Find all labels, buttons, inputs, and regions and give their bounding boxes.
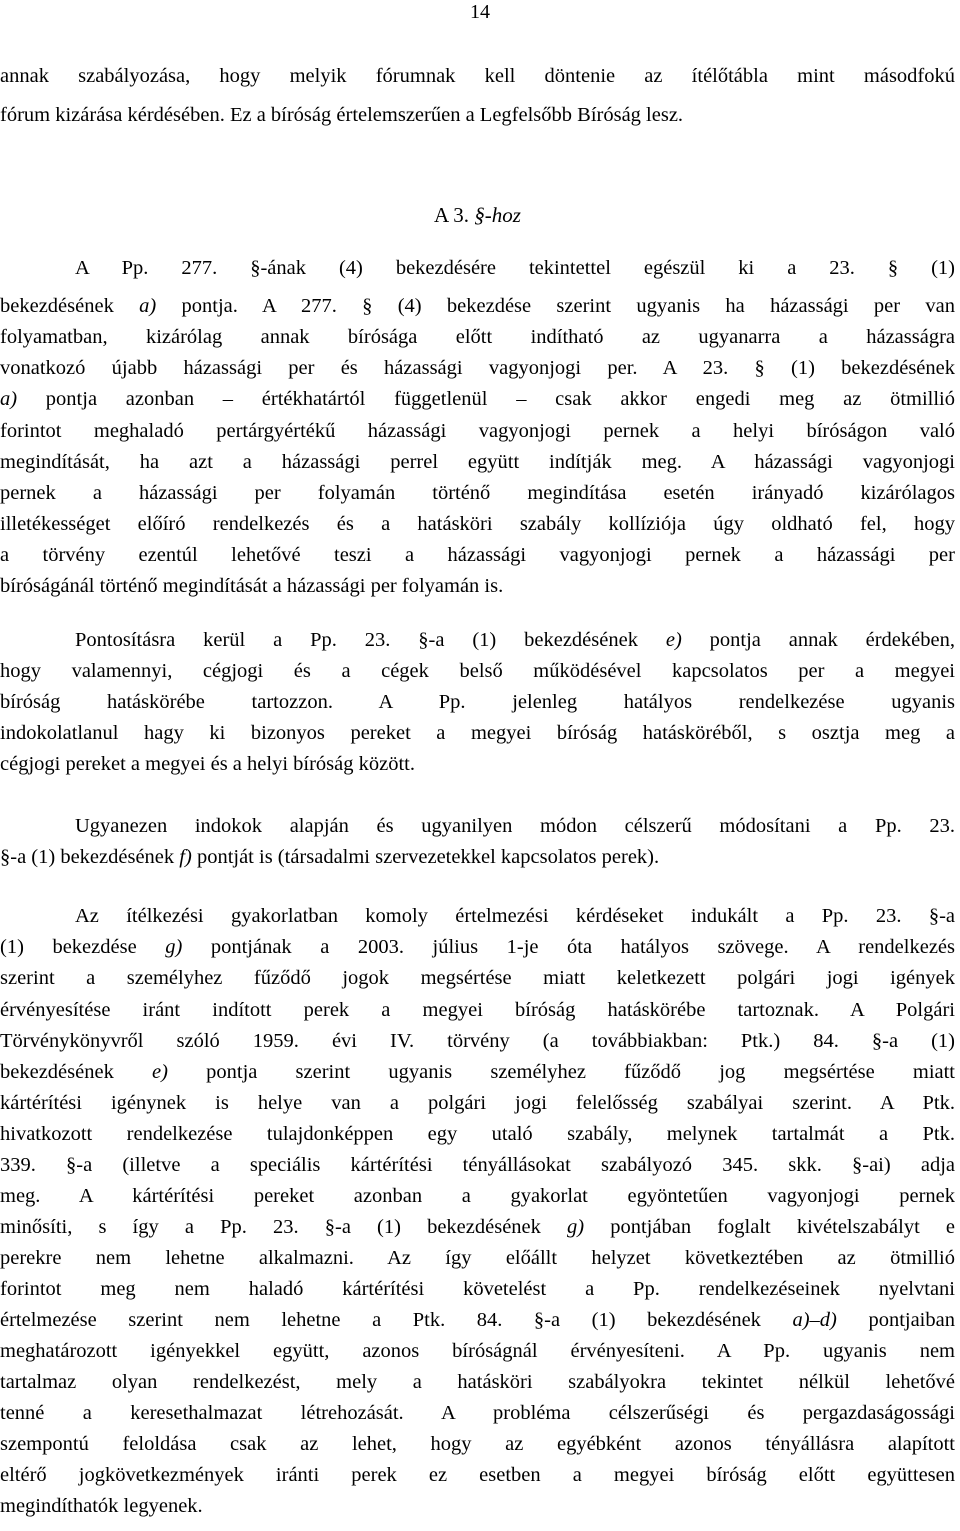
text-line: minősíti, s így a Pp. 23. §-a (1) bekezdésének g) pontjában foglalt kivételszabályt e [0, 1216, 955, 1238]
text-line: Törvénykönyvről szóló 1959. évi IV. törvény (a továbbiakban: Ptk.) 84. §-a (1) [0, 1030, 955, 1052]
text-line: a) pontja azonban – értékhatártól függetlenül – csak akkor engedi meg az ötmillió [0, 388, 955, 410]
text-line: vonatkozó újabb házassági per és házassági vagyonjogi per. A 23. § (1) bekezdésének [0, 357, 955, 379]
text-line: megindíthatók legyenek. [0, 1495, 203, 1517]
text-line: tenné a keresethalmazat létrehozását. A probléma célszerűségi és pergazdaságossági [0, 1402, 955, 1424]
text-line: forintot meg nem haladó kártérítési követelést a Pp. rendelkezéseinek nyelvtani [0, 1278, 955, 1300]
text-line: eltérő jogkövetkezmények iránti perek ez esetben a megyei bíróság előtt együttesen [0, 1464, 955, 1486]
heading-section: §-hoz [474, 203, 521, 227]
text-line: bekezdésének a) pontja. A 277. § (4) bekezdése szerint ugyanis ha házassági per van [0, 295, 955, 317]
text-line: a törvény ezentúl lehetővé teszi a házassági vagyonjogi pernek a házassági per [0, 544, 955, 566]
page-number: 14 [470, 1, 490, 23]
text-line: szerint a személyhez fűződő jogok megsértése miatt keletkezett polgári jogi igények [0, 967, 955, 989]
text-line: meghatározott igényekkel együtt, azonos bíróságnál érvényesíteni. A Pp. ugyanis nem [0, 1340, 955, 1362]
text-line: forintot meghaladó pertárgyértékű házassági vagyonjogi pernek a helyi bíróságon való [0, 420, 955, 442]
text-line: bíróságánál történő megindítását a házassági per folyamán is. [0, 575, 504, 597]
text-line: hogy valamennyi, cégjogi és a cégek belső működésével kapcsolatos per a megyei [0, 660, 955, 682]
text-line: indokolatlanul hagy ki bizonyos pereket a megyei bíróság hatásköréből, s osztja meg a [0, 722, 955, 744]
text-line: bekezdésének e) pontja szerint ugyanis személyhez fűződő jog megsértése miatt [0, 1061, 955, 1083]
italic-point: e) [665, 629, 682, 651]
text-line: 339. §-a (illetve a speciális kártérítési tényállásokat szabályozó 345. skk. §-ai) adja [0, 1154, 955, 1176]
italic-point: e) [152, 1061, 168, 1083]
text-line: illetékességet előíró rendelkezés és a hatásköri szabály kollíziója úgy oldható fel, hogy [0, 513, 955, 535]
text-line: perekre nem lehetne alkalmazni. Az így előállt helyzet következtében az ötmillió [0, 1247, 955, 1269]
text-line: fórum kizárása kérdésében. Ez a bíróság értelemszerűen a Legfelsőbb Bíróság lesz. [0, 104, 684, 126]
text-line: kártérítési igénynek is helye van a polgári jogi felelősség szabályai szerint. A Ptk. [0, 1092, 955, 1114]
italic-point: f) [179, 846, 192, 868]
section-heading [0, 202, 955, 228]
text-line: érvényesítése iránt indított perek a megyei bíróság hatáskörébe tartoznak. A Polgári [0, 999, 955, 1021]
text-line: pernek a házassági per folyamán történő megindítása esetén irányadó kizárólagos [0, 482, 955, 504]
text-line: cégjogi pereket a megyei és a helyi bíróság között. [0, 753, 415, 775]
text-line: bíróság hatáskörébe tartozzon. A Pp. jelenleg hatályos rendelkezése ugyanis [0, 691, 955, 713]
text-line: Az ítélkezési gyakorlatban komoly értelmezési kérdéseket indukált a Pp. 23. §-a [75, 905, 955, 927]
text-line: A Pp. 277. §-ának (4) bekezdésére tekintettel egészül ki a 23. § (1) [75, 257, 955, 279]
text-line: annak szabályozása, hogy melyik fórumnak kell döntenie az ítélőtábla mint másodfokú [0, 65, 955, 87]
text-line: megindítását, ha azt a házassági perrel együtt indítják meg. A házassági vagyonjogi [0, 451, 955, 473]
italic-point: a)–d) [792, 1309, 837, 1331]
text-line: (1) bekezdése g) pontjának a 2003. július 1-je óta hatályos szövege. A rendelkezés [0, 936, 955, 958]
text-line: §-a (1) bekezdésének f) pontját is (társadalmi szervezetekkel kapcsolatos perek). [0, 846, 660, 868]
text-line: meg. A kártérítési pereket azonban a gyakorlat egyöntetűen vagyonjogi pernek [0, 1185, 955, 1207]
text-line: Ugyanezen indokok alapján és ugyanilyen módon célszerű módosítani a Pp. 23. [75, 815, 955, 837]
heading-prefix: A 3. [434, 203, 475, 227]
text-line: tartalmaz olyan rendelkezést, mely a hatásköri szabályokra tekintet nélkül lehetővé [0, 1371, 955, 1393]
italic-point: g) [567, 1216, 585, 1238]
text-line: értelmezése szerint nem lehetne a Ptk. 84. §-a (1) bekezdésének a)–d) pontjaiban [0, 1309, 955, 1331]
text-line: Pontosításra kerül a Pp. 23. §-a (1) bekezdésének e) pontja annak érdekében, [75, 629, 955, 651]
italic-point: g) [165, 936, 183, 958]
italic-point: a) [139, 295, 157, 317]
text-line: hivatkozott rendelkezése tulajdonképpen egy utaló szabály, melynek tartalmát a Ptk. [0, 1123, 955, 1145]
text-line: szempontú feloldása csak az lehet, hogy az egyébként azonos tényállásra alapított [0, 1433, 955, 1455]
text-line: folyamatban, kizárólag annak bírósága előtt indítható az ugyanarra a házasságra [0, 326, 955, 348]
italic-point: a) [0, 388, 18, 410]
